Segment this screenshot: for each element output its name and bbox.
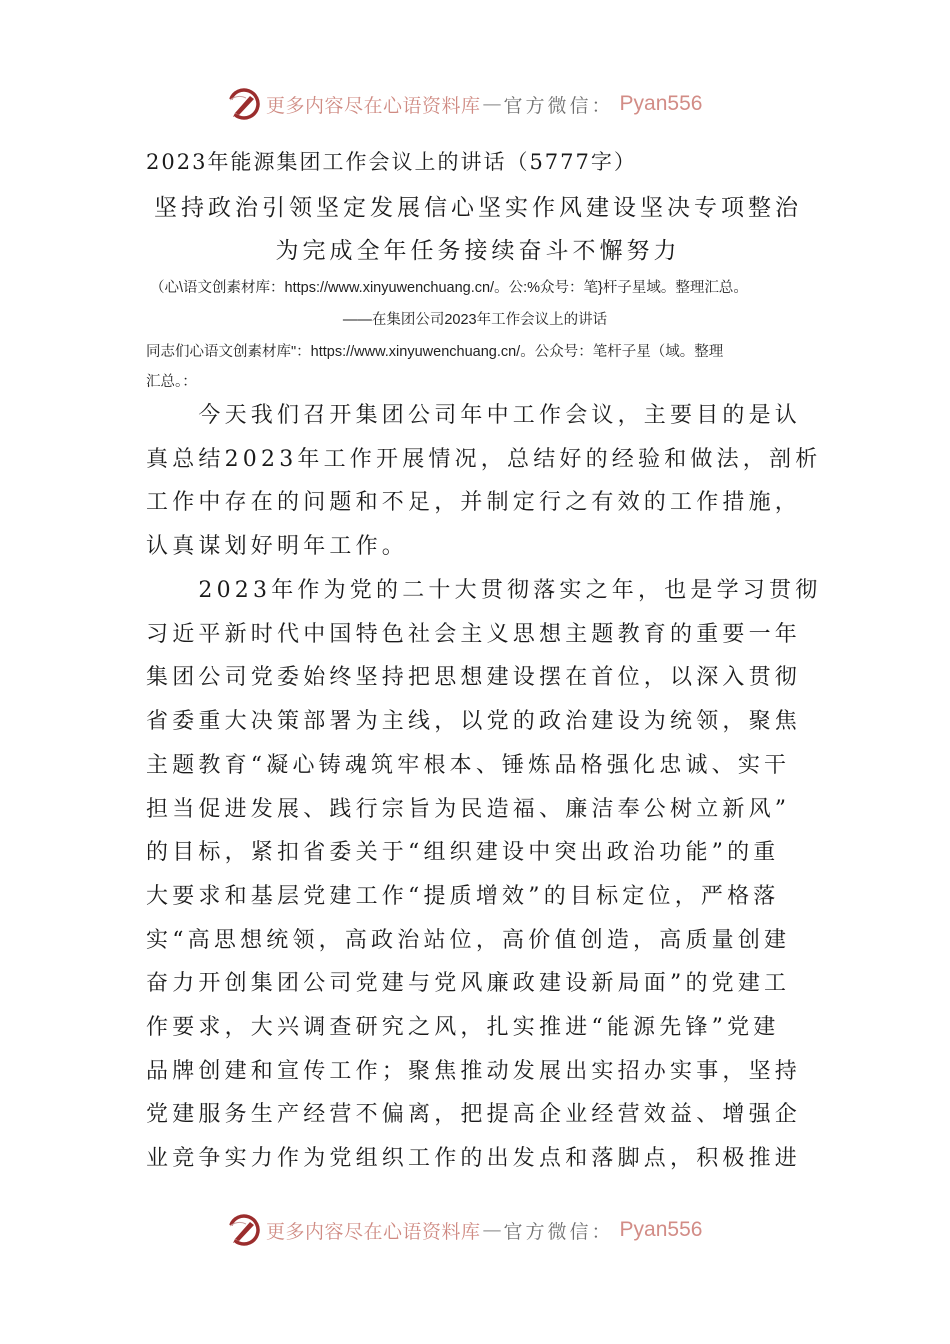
- banner-dash: —: [482, 1219, 502, 1241]
- text-line: 省委重大决策部署为主线，以党的政治建设为统领，聚焦: [146, 709, 802, 735]
- body-paragraph-2: [146, 569, 822, 1181]
- speech-occasion: ——在集团公司2023年工作会议上的讲话: [342, 312, 608, 328]
- text-line: 2023年作为党的二十大贯彻落实之年，也是学习贯彻: [146, 578, 822, 603]
- text-line: 担当促进发展、践行宗旨为民造福、廉洁奉公树立新风”: [146, 796, 791, 822]
- text-line: 作要求，大兴调查研究之风，扎实推进“能源先锋”党建: [146, 1015, 780, 1041]
- salutation-line: 同志们心语文创素材库"：https://www.xinyuwenchuang.cn/。公众号：笔杆子星（域。整理: [146, 344, 724, 360]
- text-line: 党建服务生产经营不偏离，把提高企业经营效益、增强企: [146, 1102, 802, 1128]
- text-line: 认真谋划好明年工作。: [146, 534, 409, 560]
- text-line: 集团公司党委始终坚持把思想建设摆在首位，以深入贯彻: [146, 665, 802, 691]
- text-line: 业竞争实力作为党组织工作的出发点和落脚点，积极推进: [146, 1146, 802, 1172]
- text-line: 大要求和基层党建工作“提质增效”的目标定位，严格落: [146, 883, 780, 909]
- text-line: 工作中存在的问题和不足，并制定行之有效的工作措施，: [146, 490, 802, 516]
- text-line: 今天我们召开集团公司年中工作会议，主要目的是认: [146, 403, 802, 428]
- promo-text: 更多内容尽在心语资料库: [266, 94, 481, 117]
- text-line: 的目标，紧扣省委关于“组织建设中突出政治功能”的重: [146, 840, 780, 866]
- body-paragraph-1: [146, 394, 822, 569]
- official-wechat-label: 官方微信：: [503, 1220, 614, 1243]
- text-line: 品牌创建和宣传工作；聚焦推动发展出实招办实事，坚持: [146, 1058, 802, 1084]
- document-title: 2023年能源集团工作会议上的讲话（5777字）: [146, 150, 637, 174]
- wechat-id: Pyan556: [619, 1218, 703, 1241]
- quill-pen-logo-icon: [226, 1212, 262, 1248]
- text-line: 主题教育“凝心铸魂筑牢根本、锤炼品格强化忠诚、实干: [146, 752, 791, 778]
- wechat-id: Pyan556: [619, 92, 703, 115]
- header-watermark-banner: [226, 84, 702, 124]
- document-subtitle-line-1: 坚持政治引领坚定发展信心坚实作风建设坚决专项整治: [154, 195, 802, 221]
- text-line: 实“高思想统领，高政治站位，高价值创造，高质量创建: [146, 927, 791, 953]
- source-note-line-1: （心\语文创素材库：https://www.xinyuwenchuang.cn/。公:%众号：笔}杆子星域。整理汇总。: [150, 280, 748, 296]
- salutation-line-continued: 汇总。：: [146, 374, 197, 390]
- banner-dash: —: [482, 93, 502, 115]
- promo-text: 更多内容尽在心语资料库: [266, 1220, 481, 1243]
- document-subtitle-line-2: 为完成全年任务接续奋斗不懈努力: [275, 238, 681, 264]
- footer-watermark-banner: [226, 1210, 702, 1250]
- official-wechat-label: 官方微信：: [503, 94, 614, 117]
- text-line: 真总结2023年工作开展情况，总结好的经验和做法，剖析: [146, 446, 822, 472]
- text-line: 习近平新时代中国特色社会主义思想主题教育的重要一年: [146, 621, 802, 647]
- quill-pen-logo-icon: [226, 86, 262, 122]
- text-line: 奋力开创集团公司党建与党风廉政建设新局面”的党建工: [146, 971, 791, 997]
